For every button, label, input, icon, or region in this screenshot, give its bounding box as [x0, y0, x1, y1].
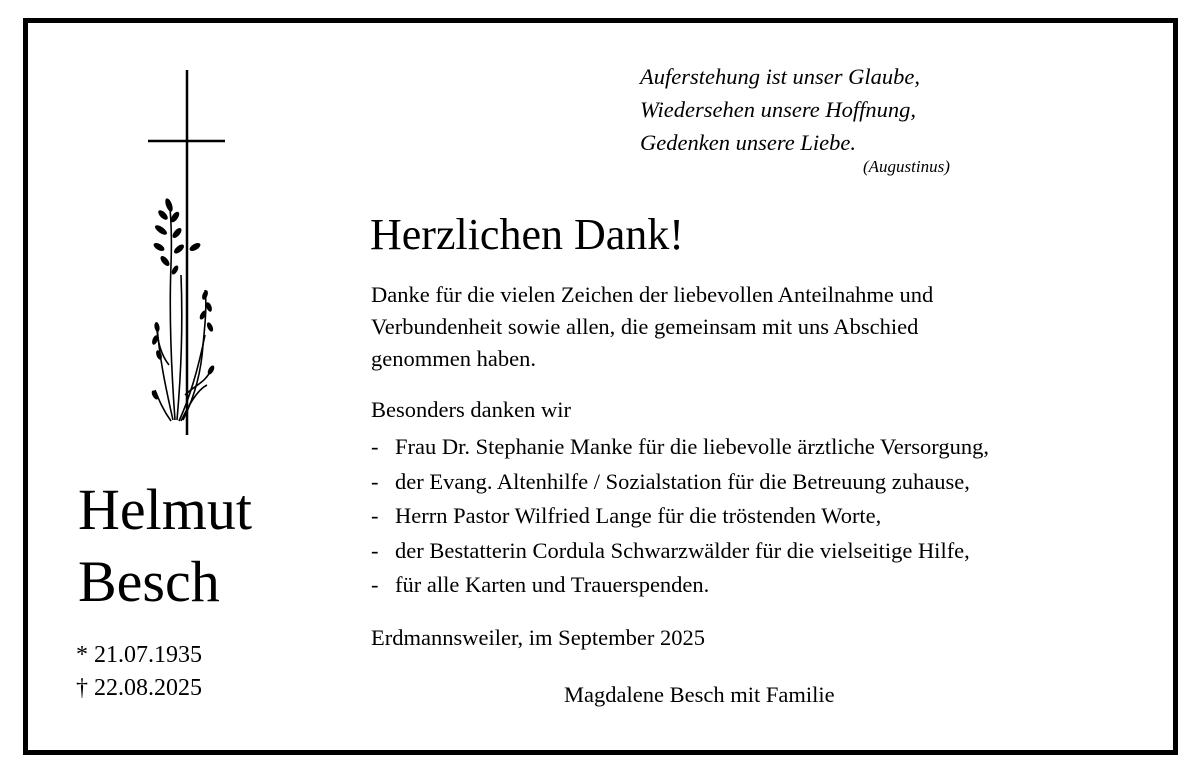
- dash-bullet: -: [371, 468, 379, 494]
- list-item-text: Herrn Pastor Wilfried Lange für die tröstenden Worte,: [395, 503, 882, 528]
- paragraph-line: Danke für die vielen Zeichen der liebevollen Anteilnahme und: [371, 282, 934, 307]
- paragraph-line: genommen haben.: [371, 346, 536, 371]
- quote-line: Wiedersehen unsere Hoffnung,: [640, 97, 916, 122]
- quote: [640, 60, 920, 159]
- quote-line: Gedenken unsere Liebe.: [640, 130, 856, 155]
- page-title: Herzlichen Dank!: [370, 210, 684, 259]
- first-name: Helmut: [78, 477, 252, 542]
- dash-bullet: -: [371, 572, 379, 597]
- death-date: † 22.08.2025: [76, 675, 202, 701]
- quote-author: (Augustinus): [863, 157, 950, 176]
- signature: Magdalene Besch mit Familie: [564, 682, 835, 707]
- list-item: [371, 568, 989, 603]
- besonders-intro: Besonders danken wir: [371, 397, 571, 422]
- list-item: [371, 499, 989, 534]
- dash-bullet: -: [371, 434, 379, 459]
- dash-bullet: -: [371, 503, 379, 528]
- thanks-paragraph: [371, 279, 1091, 375]
- cross-with-grass-icon: [135, 65, 235, 440]
- deceased-name: [78, 474, 252, 618]
- dash-bullet: -: [371, 537, 379, 563]
- list-item: [371, 465, 989, 500]
- list-item: [371, 534, 989, 569]
- list-item-text: Frau Dr. Stephanie Manke für die liebevolle ärztliche Versorgung,: [395, 434, 989, 459]
- life-dates: [76, 639, 202, 705]
- last-name: Besch: [78, 549, 220, 614]
- birth-date: * 21.07.1935: [76, 642, 202, 668]
- list-item-text: der Bestatterin Cordula Schwarzwälder für die vielseitige Hilfe,: [395, 537, 970, 563]
- thanks-list: [371, 430, 989, 603]
- list-item-text: der Evang. Altenhilfe / Sozialstation für die Betreuung zuhause,: [395, 468, 970, 494]
- list-item: [371, 430, 989, 465]
- list-item-text: für alle Karten und Trauerspenden.: [395, 572, 710, 597]
- place-date: Erdmannsweiler, im September 2025: [371, 625, 706, 650]
- quote-line: Auferstehung ist unser Glaube,: [640, 64, 920, 89]
- paragraph-line: Verbundenheit sowie allen, die gemeinsam mit uns Abschied: [371, 314, 919, 339]
